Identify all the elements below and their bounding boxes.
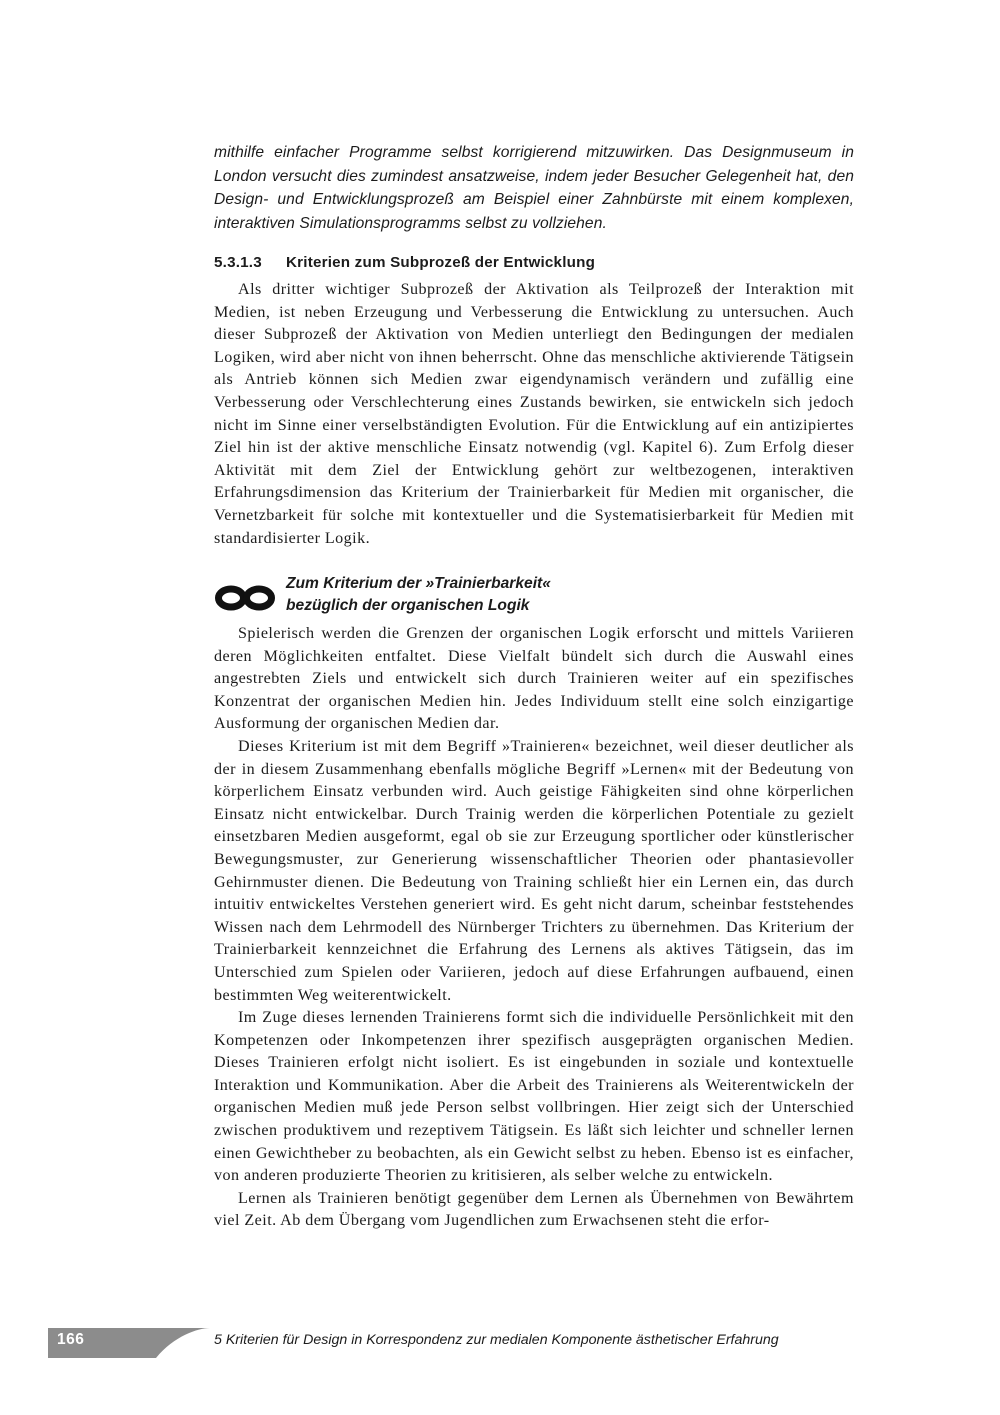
- section-body: [214, 279, 854, 550]
- body-paragraph-1: Spielerisch werden die Grenzen der organischen Logik erforscht und mittels Variieren deren Möglichkeiten entfaltet. Diese Vielfalt bündelt sich durch die Auswahl eines angestrebten Ziels und entwickelt sich durch Trainieren weiter auf ein spezifisches Konzentrat der organischen Medien hin. Jedes Individuum stellt eine solch einzigartige Ausformung der organischen Medien dar.: [214, 625, 854, 733]
- body-paragraph-2: Dieses Kriterium ist mit dem Begriff »Trainieren« bezeichnet, weil dieser deutlicher als der in diesem Zusammenhang ebenfalls mögliche Begriff »Lernen« mit der Bedeutung von körperlichem Einsatz verbunden wird. Auch geistige Fähigkeiten sind ohne körperlichen Einsatz nicht entwickelbar. Durch Trainig werden die körperlichen Potentiale zu gezielt einsetzbaren Medien ausgeformt, egal ob sie zur Erzeugung sportlicher oder künstlerischer Bewegungsmuster, zur Generierung wissenschaftlicher Theorien oder phantasievoller Gehirnmuster dienen. Die Bedeutung von Training schließt hier ein Lernen ein, das durch intuitiv entwickeltes Verstehen generiert wird. Es geht nicht darum, scheinbar feststehendes Wissen nach dem Lehrmodell des Nürnberger Trichters zu übernehmen. Das Kriterium der Trainierbarkeit kennzeichnet die Erfahrung des Lernens als aktives Tätigsein, das im Unterschied zum Spielen oder Variieren, jedoch auf diese Erfahrungen aufbauend, einen bestimmten Weg weiterentwickelt.: [214, 737, 854, 1004]
- section-number: 5.3.1.3: [214, 254, 262, 271]
- page-number-tab: [48, 1328, 210, 1358]
- subsection-heading: [214, 573, 854, 621]
- intro-paragraph: mithilfe einfacher Programme selbst korrigierend mitzuwirken. Das Designmuseum in London versucht dies zumindest ansatzweise, indem jeder Besucher Gelegenheit hat, den Design- und Entwicklungsprozeß am Beispiel einer Zahnbürste mit einem komplexen, interaktiven Simulationsprogramms selbst zu vollziehen.: [214, 144, 854, 232]
- subsection-title: [286, 573, 846, 618]
- subsection-title-line2: bezüglich der organischen Logik: [286, 597, 530, 615]
- section-heading: [214, 251, 854, 275]
- subsection-title-line1: Zum Kriterium der »Trainierbarkeit«: [286, 575, 551, 592]
- section-paragraph: Als dritter wichtiger Subprozeß der Aktivation als Teilprozeß der Interaktion mit Medien, ist neben Erzeugung und Verbesserung die Entwicklung zu untersuchen. Auch dieser Subprozeß der Aktivation von Medien unterliegt den Bedingungen der medialen Logiken, wird aber nicht von ihnen beherrscht. Ohne das menschliche aktivierende Tätigsein als Antrieb können sich Medien zwar eigendynamisch verändern und zufällig eine Verbesserung oder Verschlechterung eines Zustands bewirken, sie entwickeln sich jedoch nicht im Sinne einer verselbständigten Evolution. Für die Entwicklung auf ein antizipiertes Ziel hin ist der aktive menschliche Einsatz notwendig (vgl. Kapitel 6). Zum Erfolg dieser Aktivität mit dem Ziel der Entwicklung gehört zur weltbezogenen, interaktiven Erfahrungsdimension das Kriterium der Trainierbarkeit für Medien mit organischer, die Vernetzbarkeit für solche mit kontextueller und die Systematisierbarkeit für Medien mit standardisierter Logik.: [214, 281, 854, 547]
- section-title: Kriterien zum Subprozeß der Entwicklung: [286, 254, 596, 271]
- subsection-body: [214, 623, 854, 1233]
- infinity-icon: [214, 583, 278, 613]
- running-footer: 5 Kriterien für Design in Korrespondenz zur medialen Komponente ästhetischer Erfahrung: [214, 1332, 779, 1348]
- body-paragraph-4: Lernen als Trainieren benötigt gegenüber dem Lernen als Übernehmen von Bewährtem viel Zeit. Ab dem Übergang vom Jugendlichen zum Erwachsenen steht die erfor-: [214, 1189, 854, 1230]
- page-number: 166: [57, 1331, 85, 1348]
- body-paragraph-3: Im Zuge dieses lernenden Trainierens formt sich die individuelle Persönlichkeit mit den Kompetenzen oder Inkompetenzen ihrer spezifisch ausgeprägten organischen Medien. Dieses Trainieren erfolgt nicht isoliert. Es ist eingebunden in soziale und kontextuelle Interaktion und Kommunikation. Aber die Arbeit des Trainierens als Weiterentwickeln der organischen Medien muß jede Person selbst vollbringen. Hier zeigt sich der Unterschied zwischen produktivem und rezeptivem Tätigsein. Es läßt sich leichter und schneller lernen einen Gewichtheber zu beobachten, als ein Gewicht selbst zu heben. Ebenso ist es einfacher, von anderen produzierte Theorien zu kritisieren, als selber welche zu entwickeln.: [214, 1009, 854, 1185]
